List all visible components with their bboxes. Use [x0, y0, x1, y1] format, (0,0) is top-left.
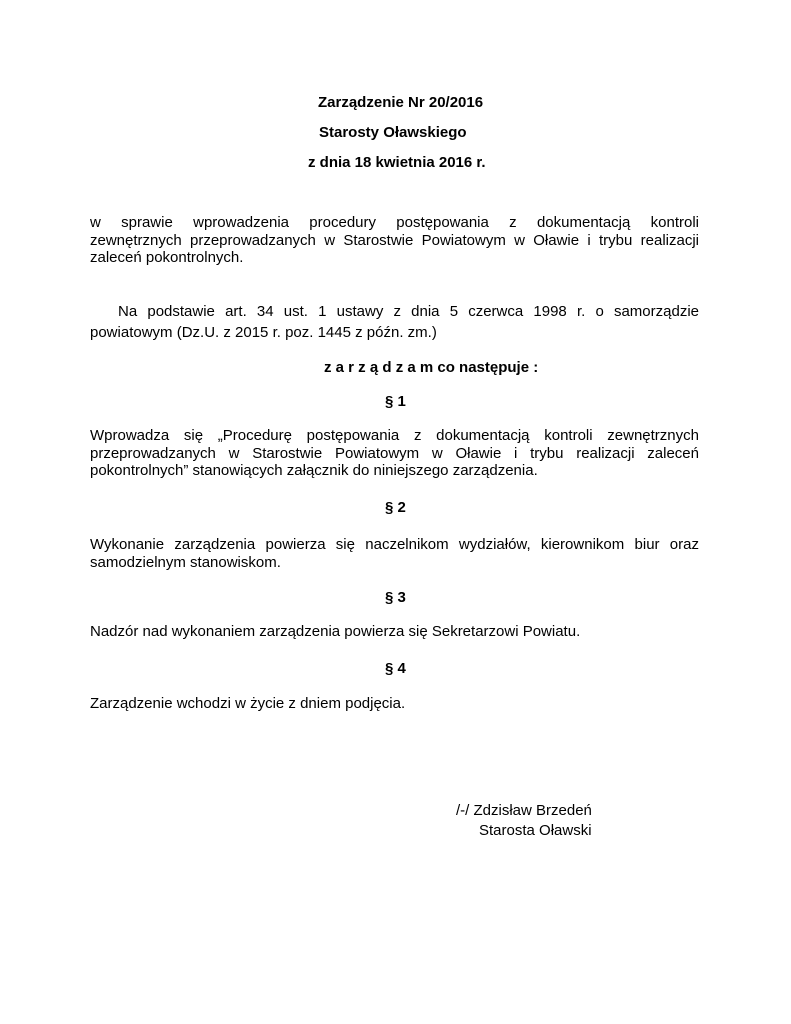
legal-basis-line: powiatowym (Dz.U. z 2015 r. poz. 1445 z późn. zm.) — [90, 324, 437, 341]
subject-line: w sprawie wprowadzenia procedury postępowania z dokumentacją kontroli — [90, 214, 699, 231]
section-2-line: samodzielnym stanowiskom. — [90, 553, 281, 571]
signature-position: Starosta Oławski — [479, 822, 592, 839]
subject-line: zewnętrznych przeprowadzanych w Starostwie Powiatowym w Oławie i trybu realizacji — [90, 231, 699, 249]
legal-basis-paragraph — [90, 301, 699, 343]
subject-line: zaleceń pokontrolnych. — [90, 249, 244, 266]
section-1-line: przeprowadzanych w Starostwie Powiatowym w Oławie i trybu realizacji zaleceń — [90, 444, 699, 462]
section-2-line: Wykonanie zarządzenia powierza się naczelnikom wydziałów, kierownikom biur oraz — [90, 536, 699, 553]
section-2-paragraph — [90, 536, 699, 571]
section-heading-1: § 1 — [385, 393, 406, 410]
signature-name: /-/ Zdzisław Brzedeń — [456, 802, 592, 819]
section-4-line: Zarządzenie wchodzi w życie z dniem podjęcia. — [90, 695, 406, 712]
section-4-paragraph — [90, 695, 699, 713]
section-heading-3: § 3 — [385, 589, 406, 606]
section-heading-2: § 2 — [385, 499, 406, 516]
document-date: z dnia 18 kwietnia 2016 r. — [308, 154, 486, 171]
section-1-line: Wprowadza się „Procedurę postępowania z dokumentacją kontroli zewnętrznych — [90, 427, 699, 444]
legal-basis-line: Na podstawie art. 34 ust. 1 ustawy z dnia 5 czerwca 1998 r. o samorządzie — [118, 303, 699, 320]
section-3-paragraph — [90, 623, 699, 641]
section-heading-4: § 4 — [385, 660, 406, 677]
document-title: Zarządzenie Nr 20/2016 — [318, 94, 484, 111]
section-1-line: pokontrolnych” stanowiących załącznik do niniejszego zarządzenia. — [90, 462, 538, 479]
section-1-paragraph — [90, 427, 699, 480]
document-issuer: Starosty Oławskiego — [319, 124, 467, 141]
decree-phrase: z a r z ą d z a m co następuje : — [324, 359, 539, 376]
subject-paragraph — [90, 214, 699, 267]
section-3-line: Nadzór nad wykonaniem zarządzenia powierza się Sekretarzowi Powiatu. — [90, 623, 581, 640]
